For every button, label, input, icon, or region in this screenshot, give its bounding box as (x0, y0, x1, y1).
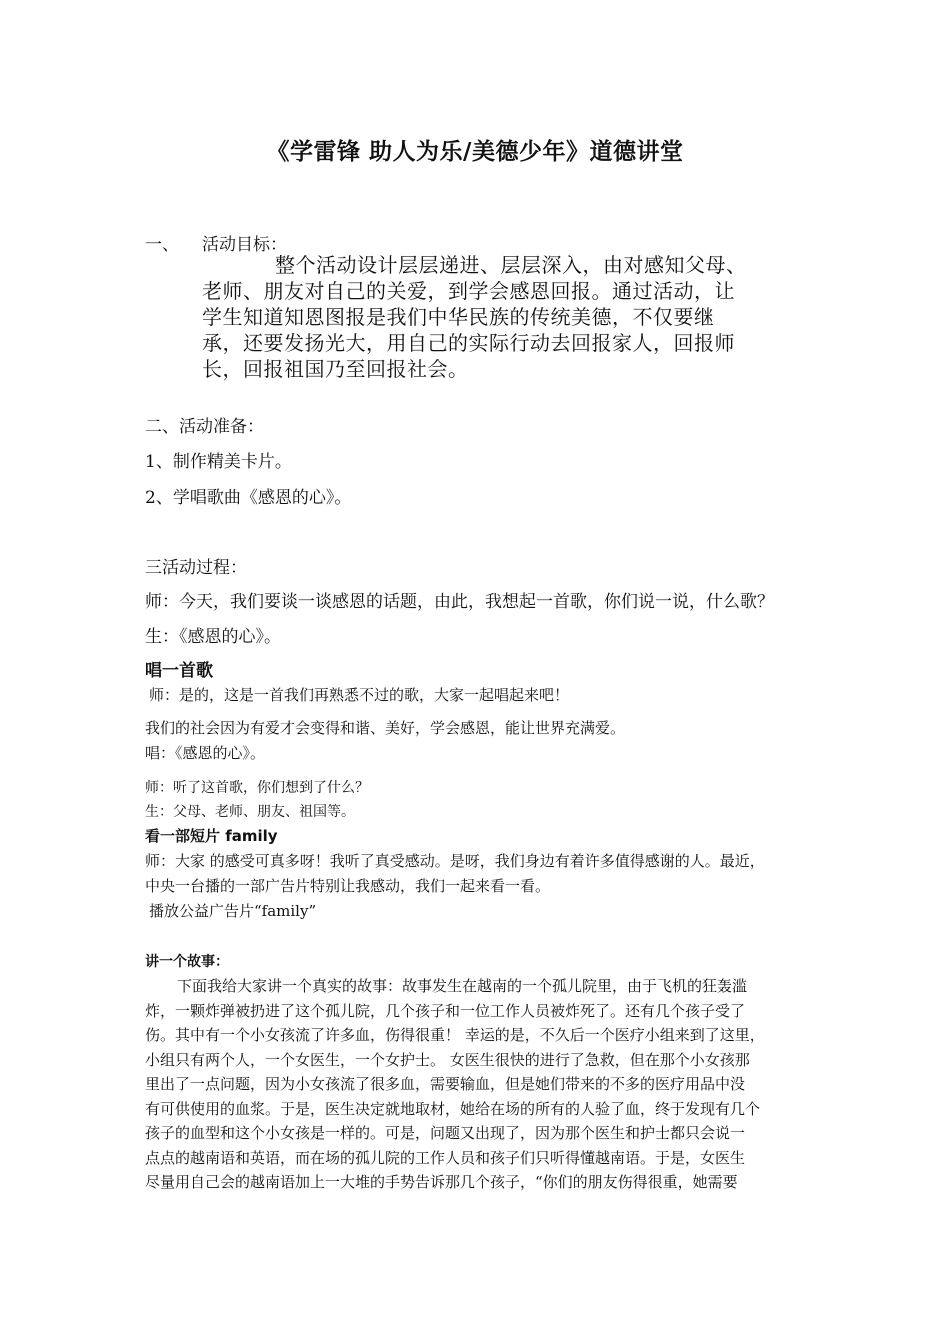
document-title: 《学雷锋 助人为乐/美德少年》道德讲堂 (266, 139, 684, 165)
sing-society-line: 我们的社会因为有爱才会变得和谐、美好，学会感恩，能让世界充满爱。 (145, 719, 626, 737)
story-line: 有可供使用的血浆。于是，医生决定就地取材，她给在场的所有的人验了血，终于发现有几个 (145, 1100, 761, 1118)
film-play-line: 播放公益广告片“family” (149, 902, 317, 920)
section1-line: 承，还要发扬光大，用自己的实际行动去回报家人，回报师 (202, 331, 735, 355)
story-heading: 讲一个故事： (145, 954, 229, 970)
film-line: 师：大家 的感受可真多呀！我听了真受感动。是呀，我们身边有着许多值得感谢的人。最近， (145, 852, 765, 870)
section1-line: 长，回报祖国乃至回报社会。 (202, 357, 469, 381)
story-line: 小组只有两个人，一个女医生，一个女护士。 女医生很快的进行了急救，但在那个小女孩那 (145, 1051, 750, 1069)
section2-item: 2、学唱歌曲《感恩的心》。 (145, 488, 352, 508)
after-teacher-line: 师：听了这首歌，你们想到了什么？ (145, 780, 369, 796)
student-line: 生：《感恩的心》。 (145, 627, 281, 647)
section1-line: 老师、朋友对自己的关爱，到学会感恩回报。通过活动，让 (202, 279, 735, 303)
film-heading: 看一部短片 family (145, 827, 278, 845)
sing-heading: 唱一首歌 (145, 661, 213, 681)
sing-song-line: 唱：《感恩的心》。 (145, 744, 266, 762)
sing-teacher-line: 师：是的，这是一首我们再熟悉不过的歌，大家一起唱起来吧！ (149, 686, 570, 704)
teacher-line: 师：今天，我们要谈一谈感恩的话题，由此，我想起一首歌，你们说一说，什么歌？ (145, 592, 774, 612)
story-line: 伤。其中有一个小女孩流了许多血，伤得很重！ 幸运的是，不久后一个医疗小组来到了这里， (145, 1026, 765, 1044)
story-line: 尽量用自己会的越南语加上一大堆的手势告诉那几个孩子，“你们的朋友伤得很重，她需要 (145, 1173, 738, 1191)
section1-number: 一、 (145, 235, 179, 255)
section1-line: 整个活动设计层层递进、层层深入，由对感知父母、 (275, 253, 747, 277)
story-line: 点点的越南语和英语，而在场的孤儿院的工作人员和孩子们只听得懂越南语。于是，女医生 (145, 1149, 746, 1167)
section1-line: 学生知道知恩图报是我们中华民族的传统美德，不仅要继 (202, 305, 715, 329)
film-line: 中央一台播的一部广告片特别让我感动，我们一起来看一看。 (145, 877, 551, 895)
section1-heading: 活动目标： (202, 235, 287, 255)
section2-item: 1、制作精美卡片。 (145, 452, 292, 472)
after-student-line: 生：父母、老师、朋友、祖国等。 (145, 804, 355, 820)
story-line: 下面我给大家讲一个真实的故事：故事发生在越南的一个孤儿院里，由于飞机的狂轰滥 (177, 977, 748, 995)
story-line: 炸，一颗炸弹被扔进了这个孤儿院，几个孩子和一位工作人员被炸死了。还有几个孩子受了 (145, 1002, 746, 1020)
section3-heading: 三活动过程： (145, 558, 247, 578)
story-line: 里出了一点问题，因为小女孩流了很多血，需要输血，但是她们带来的不多的医疗用品中没 (145, 1075, 746, 1093)
section2-heading: 二、活动准备： (145, 417, 264, 437)
story-line: 孩子的血型和这个小女孩是一样的。可是，问题又出现了，因为那个医生和护士都只会说一 (145, 1124, 746, 1142)
